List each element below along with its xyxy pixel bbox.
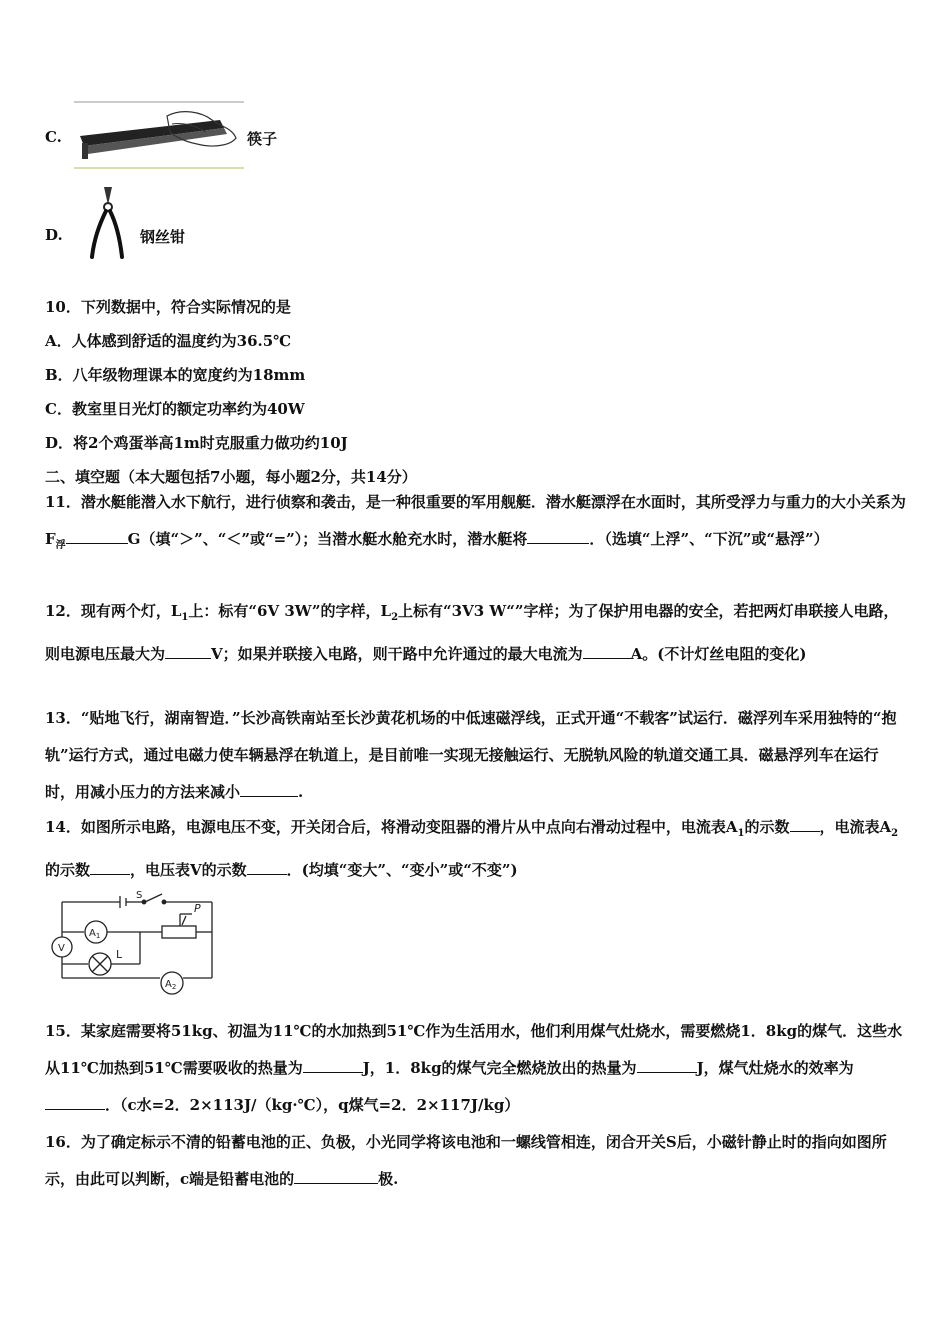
q11-blank-1[interactable] — [66, 529, 128, 544]
q13-blank[interactable] — [240, 782, 298, 797]
slider-label: P — [194, 902, 201, 915]
q14-blank-1[interactable] — [790, 817, 820, 832]
option-d-text: 钢丝钳 — [140, 228, 186, 246]
ammeter-a2-label: $A_2$ — [165, 979, 177, 991]
switch-label: S — [136, 890, 143, 901]
q14-blank-3[interactable] — [247, 860, 287, 875]
q11-blank-2[interactable] — [527, 529, 589, 544]
option-c-text: 筷子 — [247, 130, 278, 148]
q10-option-b: B．八年级物理课本的宽度约为18mm — [45, 366, 306, 384]
section-fill-in-header: 二、填空题（本大题包括7小题，每小题2分，共14分） — [45, 468, 417, 486]
pliers-figure — [88, 183, 128, 261]
q10-option-a: A．人体感到舒适的温度约为36.5℃ — [45, 332, 292, 350]
voltmeter-label: V — [58, 943, 65, 954]
q15-blank-2[interactable] — [637, 1058, 697, 1073]
lamp-label: L — [116, 948, 123, 961]
q13: 13．“贴地飞行，湖南智造．”长沙高铁南站至长沙黄花机场的中低速磁浮线，正式开通“不载客”试运行．磁浮列车采用独特的“抱轨”运行方式，通过电磁力使车辆悬浮在轨道上，是目前唯一实现无接触运行、无脱轨风险的轨道交通工具．磁悬浮列车在运行时，用减小压力的方法来减小 . — [45, 709, 897, 801]
q16: 16．为了确定标示不清的铅蓄电池的正、负极，小光同学将该电池和一螺线管相连，闭合开关S后，小磁针静止时的指向如图所示，由此可以判断，c端是铅蓄电池的 极. — [45, 1133, 887, 1188]
q10-option-c: C．教室里日光灯的额定功率约为40W — [45, 400, 305, 418]
q11: 11．潜水艇能潜入水下航行，进行侦察和袭击，是一种很重要的军用舰艇．潜水艇漂浮在水面时，其所受浮力与重力的大小关系为$F_浮$ G（填“＞”、“＜”或“=”）；当潜水艇水舱充水时，潜水艇将 ．（选填“上浮”、“下沉”或“悬浮”） — [45, 493, 906, 551]
q12-blank-1[interactable] — [165, 644, 211, 659]
q15-blank-3[interactable] — [45, 1095, 105, 1110]
chopsticks-figure — [72, 98, 247, 173]
q16-blank[interactable] — [294, 1169, 378, 1184]
q15: 15．某家庭需要将51kg、初温为11℃的水加热到51℃作为生活用水，他们利用煤气灶烧水，需要燃烧1．8kg的煤气．这些水从11℃加热到51℃需要吸收的热量为 J，1．8kg的煤气完全燃烧放出的热量为 J，煤气灶烧水的效率为．（c水=2．2×113J/（kg·℃），q煤气=2．2×117J/kg） — [45, 1022, 903, 1114]
circuit-diagram — [40, 888, 225, 1000]
q15-blank-1[interactable] — [303, 1058, 363, 1073]
q12: 12．现有两个灯，$L_1$上：标有“6V 3W”的字样，$L_2$上标有“3V3 W“”字样；为了保护用电器的安全，若把两灯串联接人电路，则电源电压最大为 V；如果并联接入电路，则干路中允许通过的最大电流为 A。(不计灯丝电阻的变化) — [45, 602, 899, 663]
q14-blank-2[interactable] — [90, 860, 130, 875]
option-d-label: D. — [45, 226, 63, 244]
q12-blank-2[interactable] — [583, 644, 631, 659]
option-c-label: C. — [45, 128, 62, 146]
q10-option-d: D．将2个鸡蛋举高1m时克服重力做功约10J — [45, 434, 348, 452]
q14: 14．如图所示电路，电源电压不变，开关闭合后，将滑动变阻器的滑片从中点向右滑动过程中，电流表$A_1$的示数 ，电流表$A_2$的示数 ，电压表V的示数 ．(均填“变大”、“变小”或“不变”) — [45, 818, 899, 879]
q10-stem: 10．下列数据中，符合实际情况的是 — [45, 298, 291, 316]
ammeter-a1-label: $A_1$ — [89, 928, 101, 940]
